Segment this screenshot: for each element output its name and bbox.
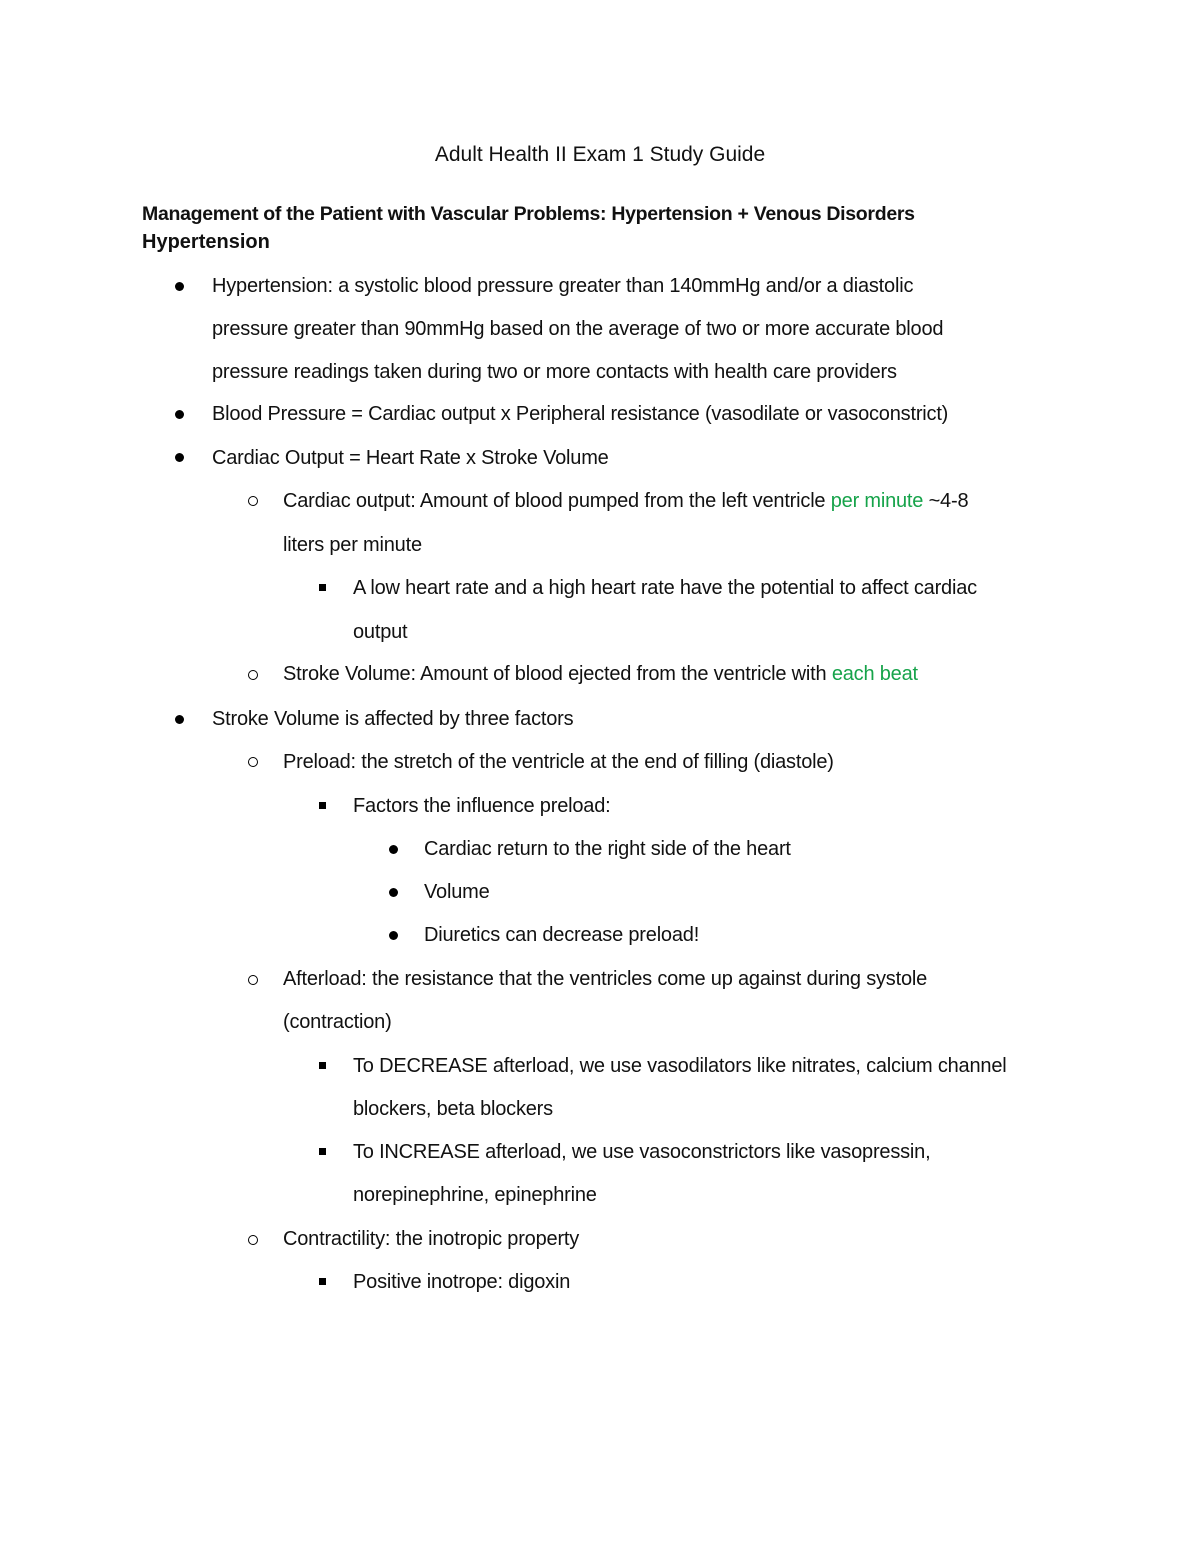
bullet-dot-icon — [389, 888, 398, 897]
list-item: Afterload: the resistance that the ventricles come up against during systole — [283, 968, 928, 990]
list-item: Diuretics can decrease preload! — [424, 924, 700, 946]
list-item: Cardiac Output = Heart Rate x Stroke Volume — [212, 447, 609, 469]
bullet-square-icon — [319, 1148, 326, 1155]
bullet-dot-icon — [175, 453, 184, 462]
text-run: Stroke Volume: Amount of blood ejected from the ventricle with — [283, 663, 832, 685]
list-item: To INCREASE afterload, we use vasoconstrictors like vasopressin, — [353, 1141, 931, 1163]
list-item-continuation: norepinephrine, epinephrine — [353, 1184, 597, 1206]
bullet-circle-icon — [248, 975, 258, 985]
bullet-square-icon — [319, 1278, 326, 1285]
document-title: Adult Health II Exam 1 Study Guide — [434, 143, 766, 166]
bullet-square-icon — [319, 584, 326, 591]
list-item: Contractility: the inotropic property — [283, 1228, 580, 1250]
list-item — [283, 486, 968, 516]
text-run: ~4-8 — [923, 490, 969, 512]
list-item-continuation: pressure readings taken during two or more contacts with health care providers — [212, 361, 897, 383]
bullet-circle-icon — [248, 757, 258, 767]
bullet-dot-icon — [175, 410, 184, 419]
bullet-dot-icon — [175, 282, 184, 291]
list-item: Stroke Volume is affected by three factors — [212, 708, 574, 730]
list-item: Blood Pressure = Cardiac output x Peripheral resistance (vasodilate or vasoconstrict) — [212, 403, 949, 425]
bullet-circle-icon — [248, 1235, 258, 1245]
text-run: Cardiac output: Amount of blood pumped from the left ventricle — [283, 490, 831, 512]
list-item: Factors the influence preload: — [353, 795, 611, 817]
highlighted-text: per minute — [830, 490, 924, 512]
highlighted-text: each beat — [831, 663, 918, 685]
list-item — [283, 659, 918, 689]
list-item-continuation: blockers, beta blockers — [353, 1098, 553, 1120]
bullet-square-icon — [319, 1062, 326, 1069]
bullet-circle-icon — [248, 496, 258, 506]
list-item: Positive inotrope: digoxin — [353, 1271, 571, 1293]
bullet-square-icon — [319, 802, 326, 809]
list-item-continuation: output — [353, 621, 408, 643]
list-item-continuation: liters per minute — [283, 534, 422, 556]
sub-heading: Hypertension — [142, 231, 270, 253]
list-item-continuation: (contraction) — [283, 1011, 392, 1033]
list-item: Cardiac return to the right side of the heart — [424, 838, 791, 860]
bullet-dot-icon — [175, 715, 184, 724]
list-item: To DECREASE afterload, we use vasodilators like nitrates, calcium channel — [353, 1055, 1007, 1077]
list-item: A low heart rate and a high heart rate have the potential to affect cardiac — [353, 577, 977, 599]
list-item-continuation: pressure greater than 90mmHg based on the average of two or more accurate blood — [212, 318, 944, 340]
list-item: Preload: the stretch of the ventricle at the end of filling (diastole) — [283, 751, 834, 773]
bullet-dot-icon — [389, 845, 398, 854]
section-heading: Management of the Patient with Vascular Problems: Hypertension + Venous Disorders — [142, 203, 915, 225]
bullet-dot-icon — [389, 931, 398, 940]
bullet-circle-icon — [248, 670, 258, 680]
list-item: Hypertension: a systolic blood pressure greater than 140mmHg and/or a diastolic — [212, 275, 914, 297]
list-item: Volume — [424, 881, 490, 903]
